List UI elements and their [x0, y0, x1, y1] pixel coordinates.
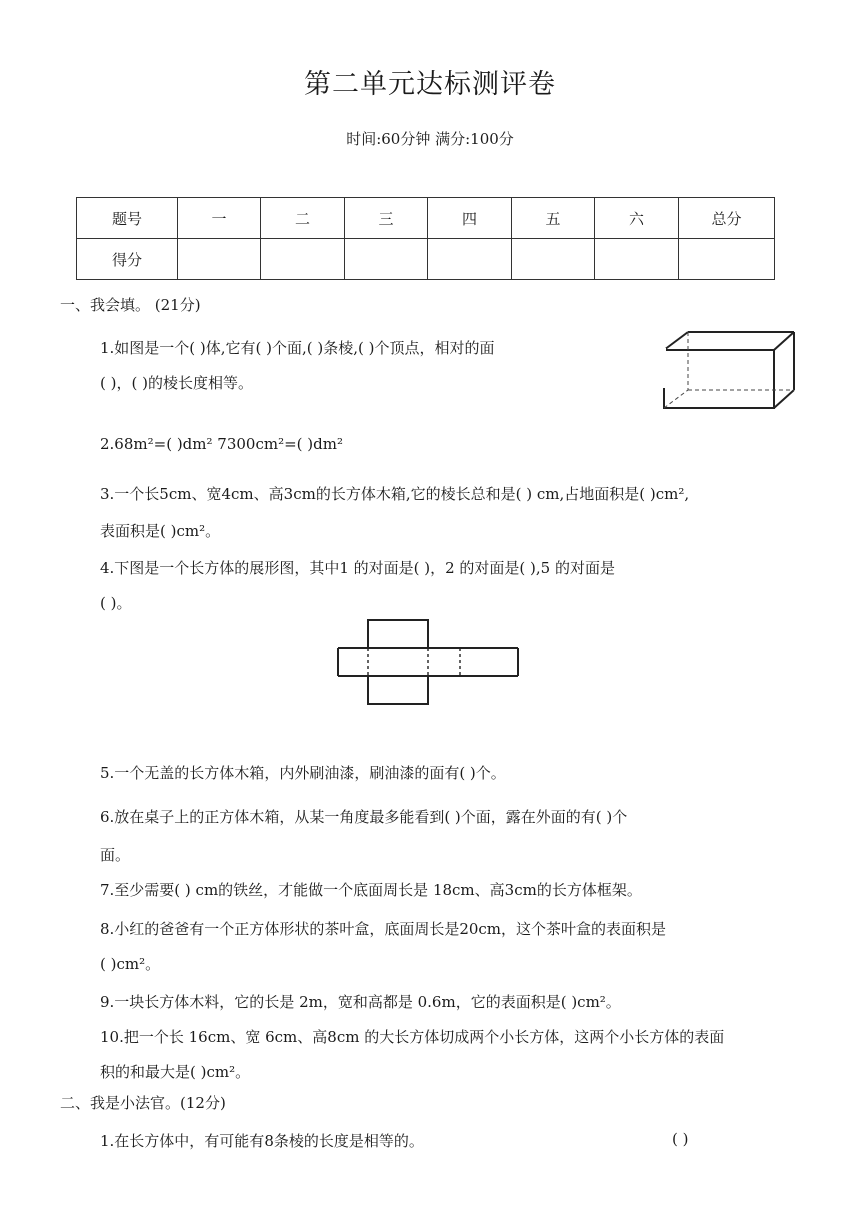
section-heading: 二、我是小法官。(12分): [60, 1094, 226, 1112]
score-table-header-row: [77, 198, 775, 239]
question-text: 2.68m²=( )dm² 7300cm²=( )dm²: [100, 435, 343, 453]
score-cell[interactable]: [345, 239, 428, 280]
question-text: 8.小红的爸爸有一个正方体形状的茶叶盒，底面周长是20cm，这个茶叶盒的表面积是: [100, 920, 667, 938]
question-text: ( )，( )的棱长度相等。: [100, 374, 253, 392]
question-text: 3.一个长5cm、宽4cm、高3cm的长方体木箱,它的棱长总和是( ) cm,占地面积是( )cm²,: [100, 485, 690, 503]
answer-bracket[interactable]: ( ): [672, 1130, 689, 1148]
score-header-cell: 一: [178, 198, 261, 239]
question-text: 1.在长方体中，有可能有8条棱的长度是相等的。: [100, 1132, 424, 1150]
score-header-cell: 总分: [679, 198, 775, 239]
question-text: 6.放在桌子上的正方体木箱，从某一角度最多能看到( )个面，露在外面的有( )个: [100, 808, 628, 826]
cuboid-net-figure: [336, 618, 522, 708]
score-cell[interactable]: [178, 239, 261, 280]
score-header-cell: 四: [428, 198, 512, 239]
question-text: ( )。: [100, 594, 132, 612]
question-text: 10.把一个长 16cm、宽 6cm、高8cm 的大长方体切成两个小长方体，这两个小长方体的表面: [100, 1028, 725, 1046]
question-text: 表面积是( )cm²。: [100, 522, 221, 540]
section-heading: 一、我会填。 (21分): [60, 296, 201, 314]
question-text: ( )cm²。: [100, 955, 161, 973]
page-title: 第二单元达标测评卷: [304, 69, 556, 100]
score-header-cell: 二: [261, 198, 345, 239]
score-header-cell: 三: [345, 198, 428, 239]
score-header-cell: 六: [595, 198, 679, 239]
question-text: 7.至少需要( ) cm的铁丝，才能做一个底面周长是 18cm、高3cm的长方体框架。: [100, 881, 642, 899]
score-cell[interactable]: [512, 239, 595, 280]
cuboid-figure: [660, 328, 800, 414]
question-text: 1.如图是一个( )体,它有( )个面,( )条棱,( )个顶点，相对的面: [100, 339, 495, 357]
question-text: 4.下图是一个长方体的展形图，其中1 的对面是( )，2 的对面是( ),5 的对面是: [100, 559, 615, 577]
exam-info: 时间:60分钟 满分:100分: [346, 130, 514, 148]
question-text: 5.一个无盖的长方体木箱，内外刷油漆，刷油漆的面有( )个。: [100, 764, 506, 782]
score-header-cell: 题号: [77, 198, 178, 239]
score-cell[interactable]: [261, 239, 345, 280]
score-cell[interactable]: [679, 239, 775, 280]
question-text: 9.一块长方体木料，它的长是 2m，宽和高都是 0.6m，它的表面积是( )cm²。: [100, 993, 621, 1011]
score-header-cell: 五: [512, 198, 595, 239]
score-table: [76, 197, 775, 280]
score-cell[interactable]: [595, 239, 679, 280]
score-table-score-row: [77, 239, 775, 280]
question-text: 面。: [100, 846, 131, 864]
score-row-label: 得分: [77, 239, 178, 280]
question-text: 积的和最大是( )cm²。: [100, 1063, 251, 1081]
score-cell[interactable]: [428, 239, 512, 280]
